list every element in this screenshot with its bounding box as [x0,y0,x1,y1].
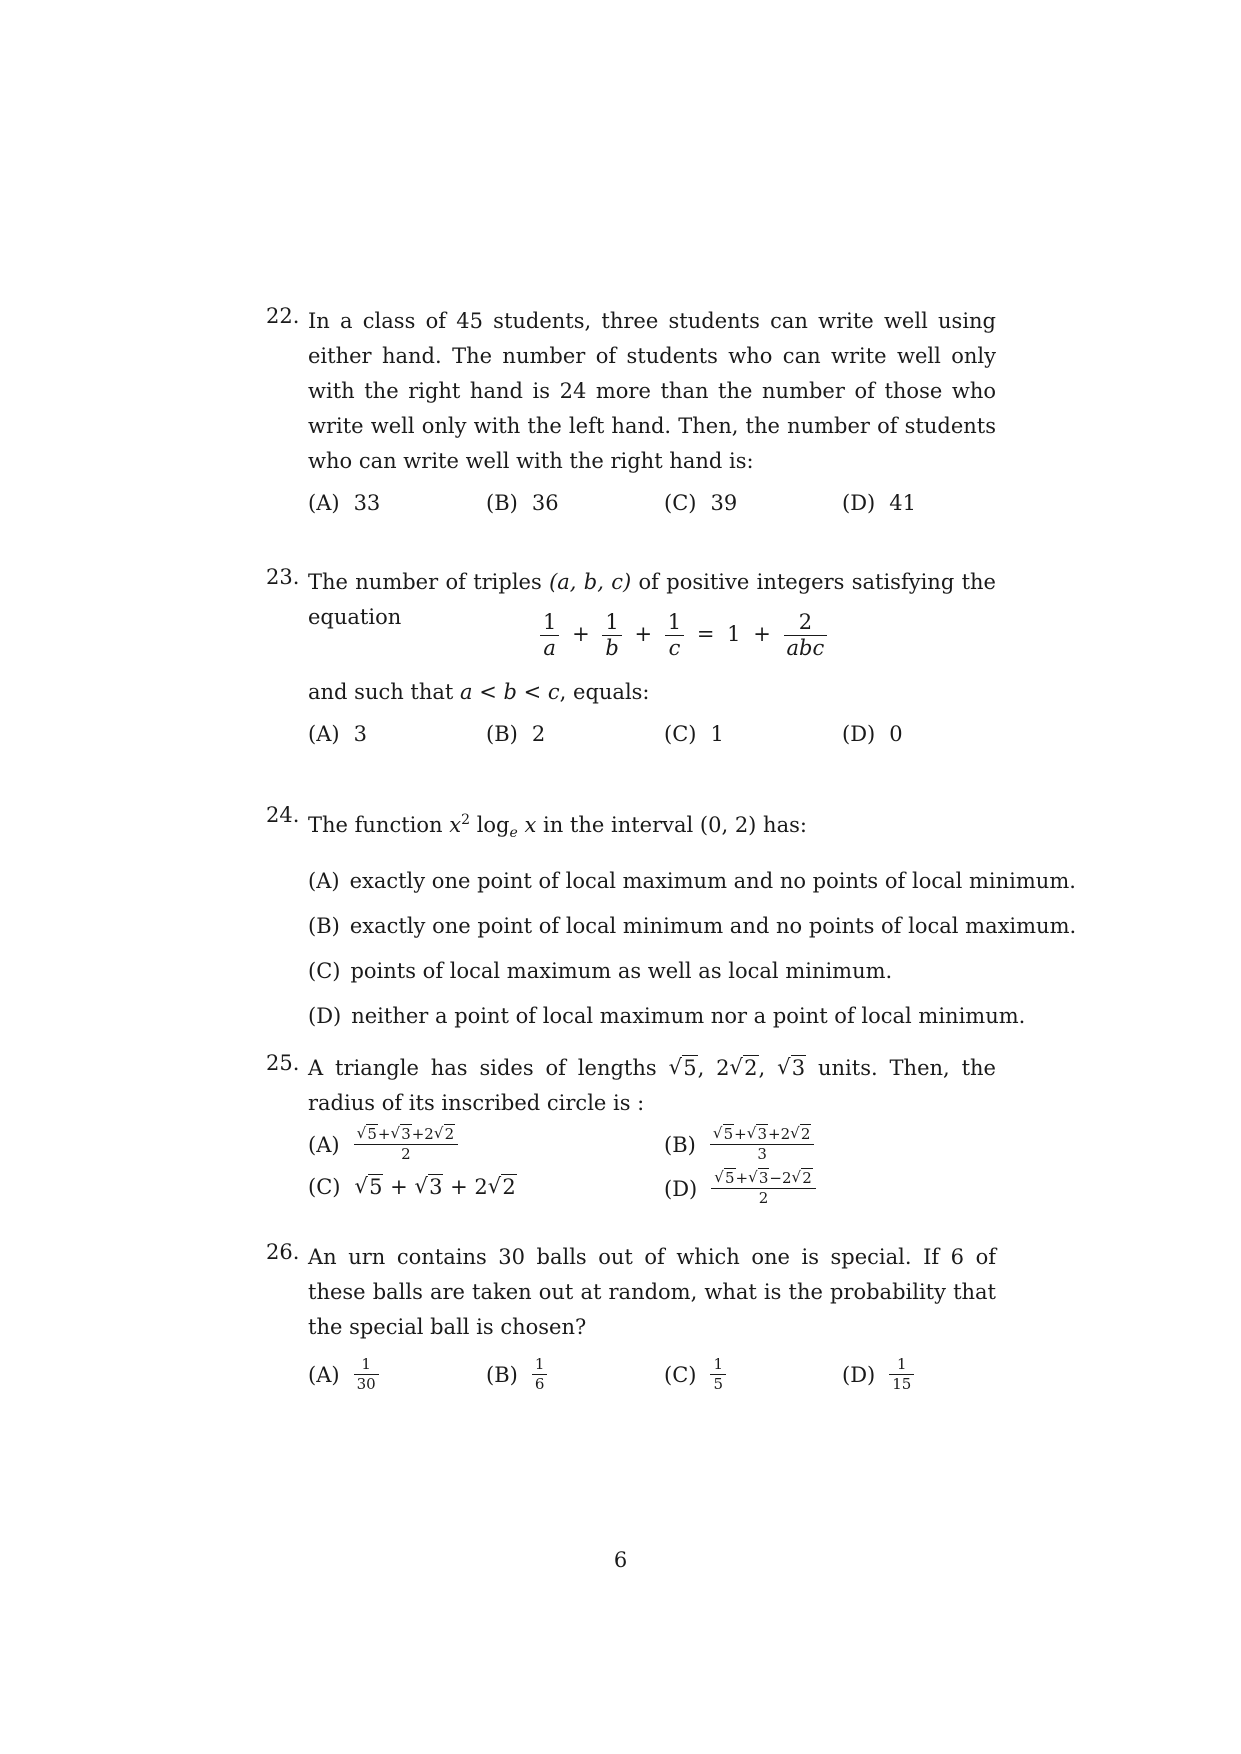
option-b[interactable]: (B) √ $\frac{5+√ 3+2√ 2}{3}$ [664,1127,814,1162]
option-d[interactable]: (D) 0 [842,722,903,746]
question-24 [266,803,1077,1039]
question-number: 26. [266,1240,300,1264]
option-d[interactable]: (D) $\frac{1}{15}$ [842,1357,914,1392]
fraction: $\frac{2}{\text{abc}}$ [784,612,828,659]
sqrt: √ 2 [730,1051,759,1086]
option-d[interactable]: (D) neither a point of local maximum nor a point of local minimum. [308,1004,1026,1029]
option-a[interactable]: (A) √ $\frac{5+√ 3+2√ 2}{2}$ [308,1127,458,1162]
option-a[interactable]: (A) 33 [308,491,381,515]
question-number: 22. [266,304,300,328]
fraction: $\frac{1}{30}$ [354,1357,379,1392]
question-number: 24. [266,803,300,827]
option-b[interactable]: (B) exactly one point of local minimum and no points of local maximum. [308,914,1077,939]
question-number: 25. [266,1051,300,1075]
option-b[interactable]: (B) $\frac{1}{6}$ [486,1357,547,1392]
question-25 [266,1051,996,1223]
option-d[interactable]: (D) 41 [842,491,916,515]
equation-display: $\frac{1}{a}$ + $\frac{1}{b}$ + $\frac{1}{c}$ = 1 + $\frac{2}{\text{abc}}$ [540,612,827,659]
fraction: √ $\frac{5+√ 3+2√ 2}{2}$ [354,1127,459,1162]
fraction: √ $\frac{5+√ 3+2√ 2}{3}$ [710,1127,815,1162]
option-d[interactable]: (D) √ $\frac{5+√ 3-2√ 2}{2}$ [664,1171,816,1206]
option-c[interactable]: (C) $\frac{1}{5}$ [664,1357,726,1392]
page-number: 6 [613,1548,628,1572]
question-text: The function $x^2$ $\log_e x$ in the interval (0, 2) has: [308,812,807,842]
option-a[interactable]: (A) exactly one point of local maximum and no points of local minimum. [308,869,1076,894]
fraction: √ $\frac{5+√ 3-2√ 2}{2}$ [711,1171,816,1206]
sqrt: √ 3 [777,1051,806,1086]
options-list [308,859,1077,1039]
question-text: In a class of 45 students, three students can write well using either hand. The number of students who can write well only with the right hand is 24 more than the number of those who write well only with the left hand. Then, the number of students who can write well with the right hand is: [308,309,996,473]
option-a[interactable]: (A) $\frac{1}{30}$ [308,1357,379,1392]
options-row [308,491,996,527]
question-text: A triangle has sides of lengths √ 5, 2√ 2, √ 3 units. Then, the radius of its inscribed circle is : [308,1051,996,1121]
question-22 [266,304,996,527]
option-c[interactable]: (C)√ 5 + √ 3 + 2√ 2 [308,1175,517,1199]
option-c[interactable]: (C) 1 [664,722,724,746]
option-c[interactable]: (C) points of local maximum as well as local minimum. [308,959,893,984]
question-condition: and such that a < b < c, equals: [308,680,650,704]
options-row [308,722,996,758]
fraction: $\frac{1}{5}$ [710,1357,726,1392]
options-grid [308,1127,996,1223]
options-row [308,1357,996,1401]
fraction: $\frac{1}{a}$ [540,612,559,659]
fraction: $\frac{1}{6}$ [532,1357,548,1392]
option-a[interactable]: (A) 3 [308,722,367,746]
option-b[interactable]: (B) 36 [486,491,559,515]
fraction: $\frac{1}{c}$ [665,612,684,659]
option-c[interactable]: (C) 39 [664,491,738,515]
question-26 [266,1240,996,1401]
question-23 [266,565,996,758]
question-text: The number of triples (a, b, c) of positive integers satisfying the equation [308,570,996,629]
sqrt: √ 5 [669,1051,698,1086]
option-b[interactable]: (B) 2 [486,722,546,746]
question-text: An urn contains 30 balls out of which one is special. If 6 of these balls are taken out at random, what is the probability that the special ball is chosen? [308,1245,996,1339]
question-number: 23. [266,565,300,589]
fraction: $\frac{1}{b}$ [602,612,621,659]
fraction: $\frac{1}{15}$ [889,1357,914,1392]
